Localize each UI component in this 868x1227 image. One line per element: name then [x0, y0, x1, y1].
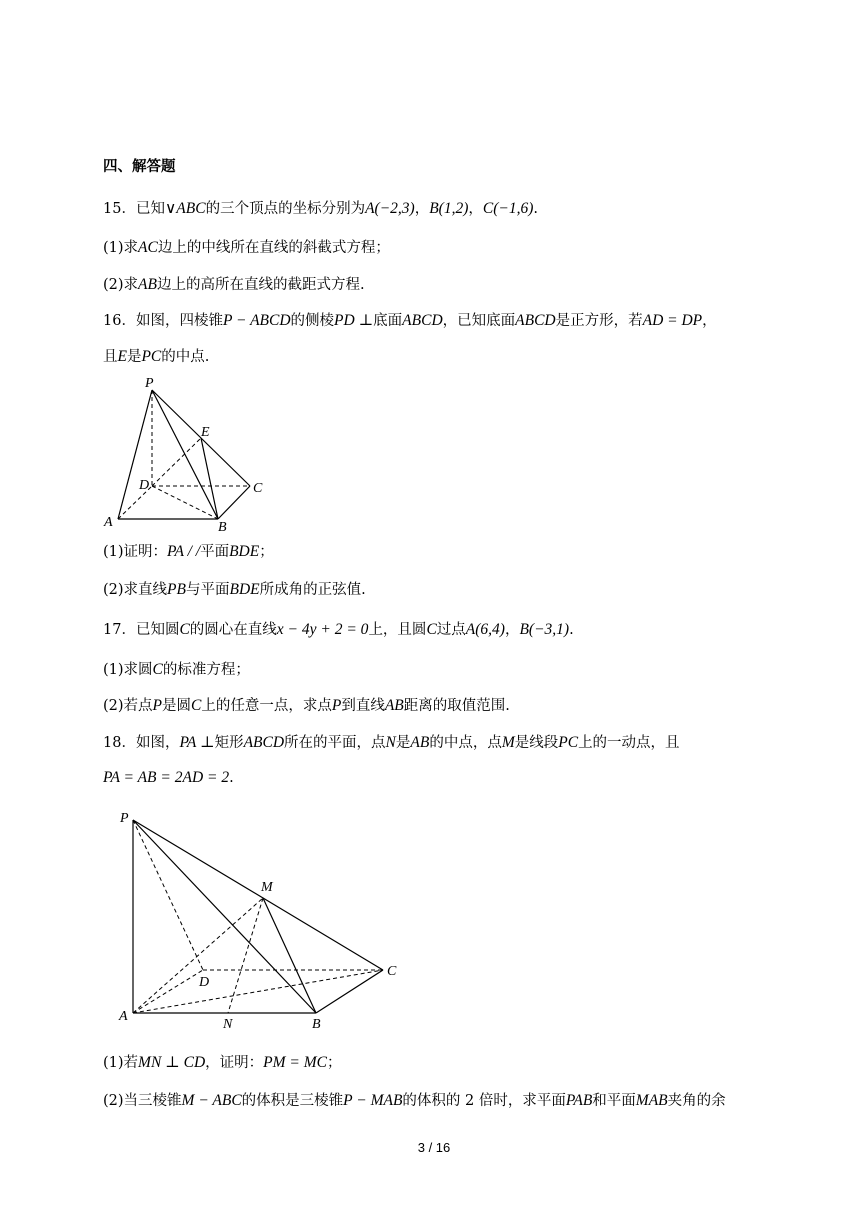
label-M: M: [261, 880, 273, 895]
edge-MB: [263, 898, 316, 1013]
text: (1)求圆: [103, 662, 153, 678]
text: 过点: [436, 622, 466, 638]
math: ABCD: [402, 312, 443, 329]
text: 的标准方程；: [162, 662, 250, 678]
label-N: N: [223, 1017, 233, 1032]
math: M − ABC: [181, 1092, 242, 1109]
math: ABCD: [515, 312, 556, 329]
text: 底面: [373, 313, 403, 329]
math: P: [331, 697, 342, 714]
math: PC: [558, 734, 579, 751]
math: AD = DP: [642, 312, 703, 329]
text: (2)求: [103, 277, 139, 293]
text: (1)证明：: [103, 544, 168, 560]
edge-PB: [133, 820, 316, 1013]
text: 与平面: [185, 582, 230, 598]
text: .: [229, 770, 234, 786]
math: PC: [141, 348, 162, 365]
text: (2)当三棱锥: [103, 1093, 182, 1109]
text: ，: [702, 313, 717, 329]
text: ；: [327, 1055, 342, 1071]
text: 15．已知: [103, 201, 165, 217]
text: 的中点，点: [429, 735, 502, 751]
text: (1)若: [103, 1055, 139, 1071]
math: A(−2,3): [365, 200, 415, 217]
text: ，: [504, 622, 520, 638]
math: PAB: [565, 1092, 593, 1109]
label-P: P: [145, 376, 154, 391]
math: N: [385, 734, 396, 751]
text: (1)求: [103, 240, 139, 256]
label-C: C: [253, 481, 263, 496]
label-C: C: [387, 964, 397, 979]
math: MN ⊥ CD: [138, 1054, 206, 1071]
text: 是: [126, 349, 142, 365]
math: PB: [167, 581, 186, 598]
math: C: [191, 697, 202, 714]
text: 边上的高所在直线的截距式方程.: [156, 277, 365, 293]
edge-AM-hidden: [133, 898, 263, 1013]
math: A(6,4): [465, 621, 505, 638]
text: 的三个顶点的坐标分别为: [205, 201, 366, 217]
text: 上，且圆: [368, 622, 427, 638]
label-P: P: [120, 811, 129, 826]
text: 的中点.: [161, 349, 210, 365]
section-title: 四、解答题: [103, 159, 176, 175]
text: 且: [103, 349, 118, 365]
math: C: [426, 621, 437, 638]
math: P: [152, 697, 163, 714]
text: 距离的取值范围.: [403, 698, 510, 714]
text: 矩形: [214, 735, 244, 751]
math: x − 4y + 2 = 0: [276, 621, 369, 638]
text: .: [533, 201, 538, 217]
page-number: 3 / 16: [417, 1140, 451, 1155]
math: PA / /: [167, 543, 201, 560]
text: ，: [414, 201, 430, 217]
math: M: [501, 734, 515, 751]
math: MAB: [635, 1092, 668, 1109]
math: B(−3,1): [519, 621, 570, 638]
q18-part1: [103, 1055, 342, 1071]
math: AB: [384, 697, 404, 714]
math: AB: [410, 734, 430, 751]
text: 所在的平面，点: [284, 735, 386, 751]
label-B: B: [312, 1017, 321, 1032]
text: 到直线: [341, 698, 385, 714]
text: 上的任意一点，求点: [201, 698, 332, 714]
label-D: D: [139, 478, 150, 493]
math: AC: [138, 239, 158, 256]
label-A: A: [119, 1009, 128, 1024]
text: 是: [395, 735, 411, 751]
math: PD ⊥: [334, 312, 374, 329]
edge-BC: [316, 970, 383, 1013]
label-A: A: [104, 515, 113, 530]
text: 是线段: [514, 735, 559, 751]
text: 是正方形，若: [555, 313, 643, 329]
math: AB: [138, 276, 157, 293]
text: 的侧棱: [290, 313, 335, 329]
text: (2)若点: [103, 698, 153, 714]
text: 平面: [200, 544, 230, 560]
text: 18．如图，: [103, 735, 180, 751]
text: ，证明：: [205, 1055, 264, 1071]
label-E: E: [201, 425, 210, 440]
math: C(−1,6): [482, 200, 534, 217]
edge-PC: [133, 820, 383, 970]
text: ，: [468, 201, 483, 217]
math: C: [152, 661, 163, 678]
text: (2)求直线: [103, 582, 168, 598]
text: 的体积的 2 倍时，求平面: [402, 1093, 566, 1109]
edge-PD-hidden: [133, 820, 203, 970]
text: 16．如图，四棱锥: [103, 313, 223, 329]
math: P − MAB: [343, 1092, 403, 1109]
text: 上的一动点，且: [578, 735, 680, 751]
math: BDE: [229, 581, 260, 598]
math: ∨ABC: [164, 200, 206, 217]
math: E: [117, 348, 127, 365]
text: 夹角的余: [667, 1093, 726, 1109]
math: P − ABCD: [222, 312, 291, 329]
q18-part2: [103, 1093, 726, 1109]
math: ABCD: [243, 734, 285, 751]
math: BDE: [229, 543, 260, 560]
math: C: [179, 621, 190, 638]
label-B: B: [218, 520, 227, 535]
text: 的体积是三棱锥: [241, 1093, 344, 1109]
math: B(1,2): [429, 200, 469, 217]
text: 和平面: [592, 1093, 636, 1109]
text: ；: [259, 544, 274, 560]
label-D: D: [199, 975, 210, 990]
text: 17．已知圆: [103, 622, 180, 638]
text: 是圆: [162, 698, 192, 714]
text: 的圆心在直线: [189, 622, 277, 638]
text: .: [569, 622, 574, 638]
math: PA ⊥: [179, 734, 215, 751]
text: 所成角的正弦值.: [259, 582, 366, 598]
edge-AC-hidden: [133, 970, 383, 1013]
math: PM = MC: [263, 1054, 327, 1071]
text: 边上的中线所在直线的斜截式方程；: [157, 240, 390, 256]
math: PA = AB = 2AD = 2: [103, 769, 230, 786]
text: ，已知底面: [442, 313, 516, 329]
